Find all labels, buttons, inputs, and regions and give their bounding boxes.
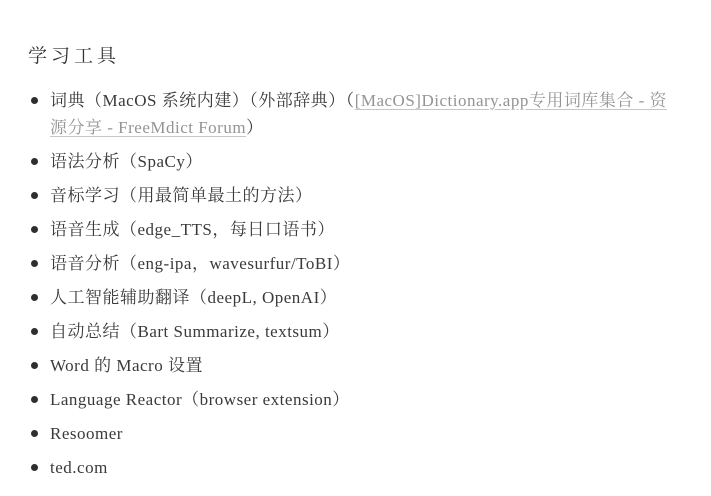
item-text: 自动总结（Bart Summarize, textsum） (50, 322, 340, 341)
list-item-speech-generation (28, 216, 680, 243)
item-text-suffix: ） (246, 118, 264, 137)
list-item-ted-com (28, 454, 680, 481)
list-item-language-reactor (28, 386, 680, 413)
item-text: 语法分析（SpaCy） (50, 152, 203, 171)
list-item-resoomer (28, 420, 680, 447)
bullet-icon (31, 158, 38, 165)
list-item-phonetics-learning (28, 182, 680, 209)
freemdict-forum-link[interactable]: [MacOS]Dictionary.app专用词库集合 - 资源分享 - FreeMdict Forum (50, 91, 667, 137)
item-text: 音标学习（用最简单最土的方法） (50, 186, 313, 205)
item-text: 人工智能辅助翻译（deepL, OpenAI） (50, 288, 338, 307)
list-item-ai-translation (28, 284, 680, 311)
list-item-word-macro (28, 352, 680, 379)
bullet-icon (31, 396, 38, 403)
list-item-dictionary (28, 87, 680, 141)
bullet-icon (31, 328, 38, 335)
bullet-icon (31, 260, 38, 267)
page-title: 学习工具 (28, 46, 121, 67)
bullet-icon (31, 464, 38, 471)
tool-list (28, 87, 680, 481)
item-text: 语音分析（eng-ipa，wavesurfur/ToBI） (50, 254, 351, 273)
item-text-prefix: 词典（MacOS 系统内建）（外部辞典）（ (50, 91, 355, 110)
list-item-speech-analysis (28, 250, 680, 277)
item-text: Word 的 Macro 设置 (50, 356, 203, 375)
item-text: Resoomer (50, 424, 123, 443)
bullet-icon (31, 226, 38, 233)
list-item-grammar-analysis (28, 148, 680, 175)
list-item-auto-summary (28, 318, 680, 345)
item-text: 语音生成（edge_TTS，每日口语书） (50, 220, 335, 239)
item-text: ted.com (50, 458, 108, 477)
bullet-icon (31, 294, 38, 301)
bullet-icon (31, 97, 38, 104)
bullet-icon (31, 362, 38, 369)
item-text: Language Reactor（browser extension） (50, 390, 350, 409)
bullet-icon (31, 430, 38, 437)
bullet-icon (31, 192, 38, 199)
